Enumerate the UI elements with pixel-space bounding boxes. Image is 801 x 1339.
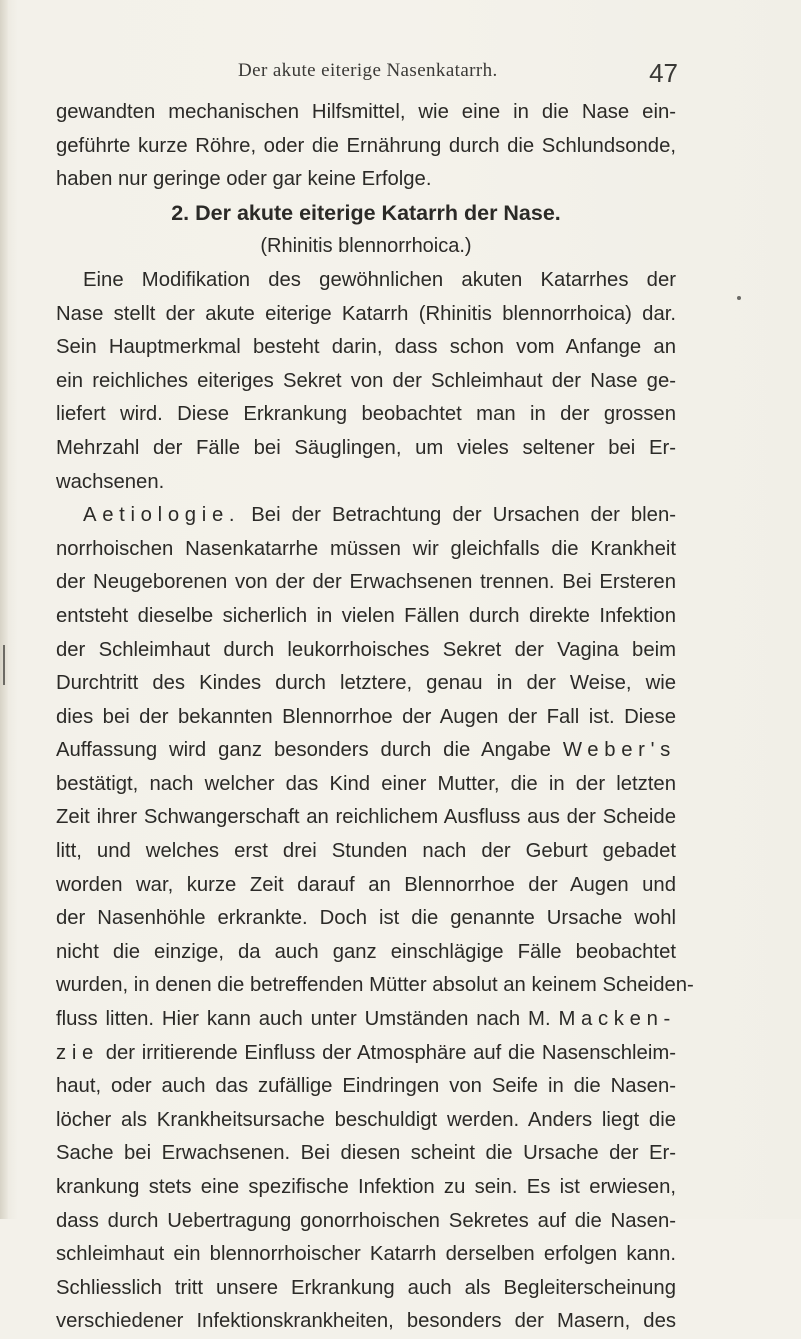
text-line [56, 1037, 676, 1071]
text-line: bestätigt, nach welcher das Kind einer Mutter, die in der letzten [56, 772, 676, 795]
text-fragment: der irritierende Einfluss der Atmosphäre auf die Nasenschleim- [98, 1041, 676, 1064]
running-header [238, 58, 678, 90]
text-line: gewandten mechanischen Hilfsmittel, wie eine in die Nase ein- [56, 101, 676, 123]
text-line: wachsenen. [56, 470, 165, 493]
text-line: nicht die einzige, da auch ganz einschlägige Fälle beobachtet [56, 940, 676, 963]
section-title: Der akute eiterige Katarrh der Nase. [195, 200, 561, 225]
section-number: 2. [171, 200, 190, 225]
text-line: löcher als Krankheitsursache beschuldigt werden. Anders liegt die [56, 1108, 676, 1131]
text-line: der Nasenhöhle erkrankte. Doch ist die genannte Ursache wohl [56, 907, 676, 930]
paragraph-lead-word: Aetiologie. [83, 504, 241, 527]
text-line: der Neugeborenen von der der Erwachsenen trennen. Bei Ersteren [56, 571, 676, 594]
text-line: Sache bei Erwachsenen. Bei diesen scheint die Ursache der Er- [56, 1142, 676, 1165]
text-line: wurden, in denen die betreffenden Mütter absolut an keinem Scheiden- [56, 974, 694, 997]
text-line: entsteht dieselbe sicherlich in vielen Fällen durch direkte Infektion [56, 604, 676, 627]
margin-dot [737, 296, 741, 300]
text-line: Mehrzahl der Fälle bei Säuglingen, um vieles seltener bei Er- [56, 436, 676, 459]
text-fragment: Bei der Betrachtung der Ursachen der blen- [240, 504, 676, 527]
text-line: geführte kurze Röhre, oder die Ernährung durch die Schlundsonde, [56, 134, 676, 157]
text-line: dass durch Uebertragung gonorrhoischen Sekretes auf die Nasen- [56, 1209, 676, 1232]
page-number: 47 [649, 58, 678, 88]
text-line: Durchtritt des Kindes durch letztere, genau in der Weise, wie [56, 672, 676, 695]
text-line [56, 734, 676, 768]
text-line: dies bei der bekannten Blennorrhoe der Augen der Fall ist. Diese [56, 705, 676, 728]
page-binding-edge [0, 0, 8, 1219]
section-subtitle: (Rhinitis blennorrhoica.) [260, 235, 472, 258]
text-line: norrhoischen Nasenkatarrhe müssen wir gleichfalls die Krankheit [56, 537, 676, 560]
section-heading [56, 197, 676, 231]
text-line [56, 1003, 676, 1037]
body-text [56, 96, 694, 1339]
text-line: haut, oder auch das zufällige Eindringen von Seife in die Nasen- [56, 1075, 676, 1098]
text-line: litt, und welches erst drei Stunden nach der Geburt gebadet [56, 840, 676, 863]
text-line: Schliesslich tritt unsere Erkrankung auch als Begleiterscheinung [56, 1276, 676, 1299]
text-line: verschiedener Infektionskrankheiten, besonders der Masern, des [56, 1310, 676, 1333]
text-line: liefert wird. Diese Erkrankung beobachtet man in der grossen [56, 403, 676, 426]
author-name: Macken- [558, 1008, 676, 1031]
text-line: Sein Hauptmerkmal besteht darin, dass schon vom Anfange an [56, 336, 676, 359]
text-line: krankung stets eine spezifische Infektion zu sein. Es ist erwiesen, [56, 1176, 676, 1198]
text-line [56, 499, 676, 533]
text-line: schleimhaut ein blennorrhoischer Katarrh derselben erfolgen kann. [56, 1243, 676, 1266]
running-title: Der akute eiterige Nasenkatarrh. [238, 60, 498, 81]
text-fragment: Auffassung wird ganz besonders durch die Angabe [56, 739, 563, 762]
text-fragment: fluss litten. Hier kann auch unter Umständen nach M. [56, 1008, 559, 1031]
margin-mark [3, 645, 5, 685]
author-name: Weber's [562, 739, 676, 762]
text-line: haben nur geringe oder gar keine Erfolge. [56, 168, 432, 191]
text-line: der Schleimhaut durch leukorrhoisches Sekret der Vagina beim [56, 638, 676, 661]
text-line: Zeit ihrer Schwangerschaft an reichlichem Ausfluss aus der Scheide [56, 806, 676, 829]
author-name: zie [56, 1041, 99, 1064]
text-line: Eine Modifikation des gewöhnlichen akuten Katarrhes der [83, 268, 676, 291]
text-line: ein reichliches eiteriges Sekret von der Schleimhaut der Nase ge- [56, 369, 676, 392]
text-line: worden war, kurze Zeit darauf an Blennorrhoe der Augen und [56, 873, 676, 896]
text-line: Nase stellt der akute eiterige Katarrh (Rhinitis blennorrhoica) dar. [56, 302, 676, 325]
